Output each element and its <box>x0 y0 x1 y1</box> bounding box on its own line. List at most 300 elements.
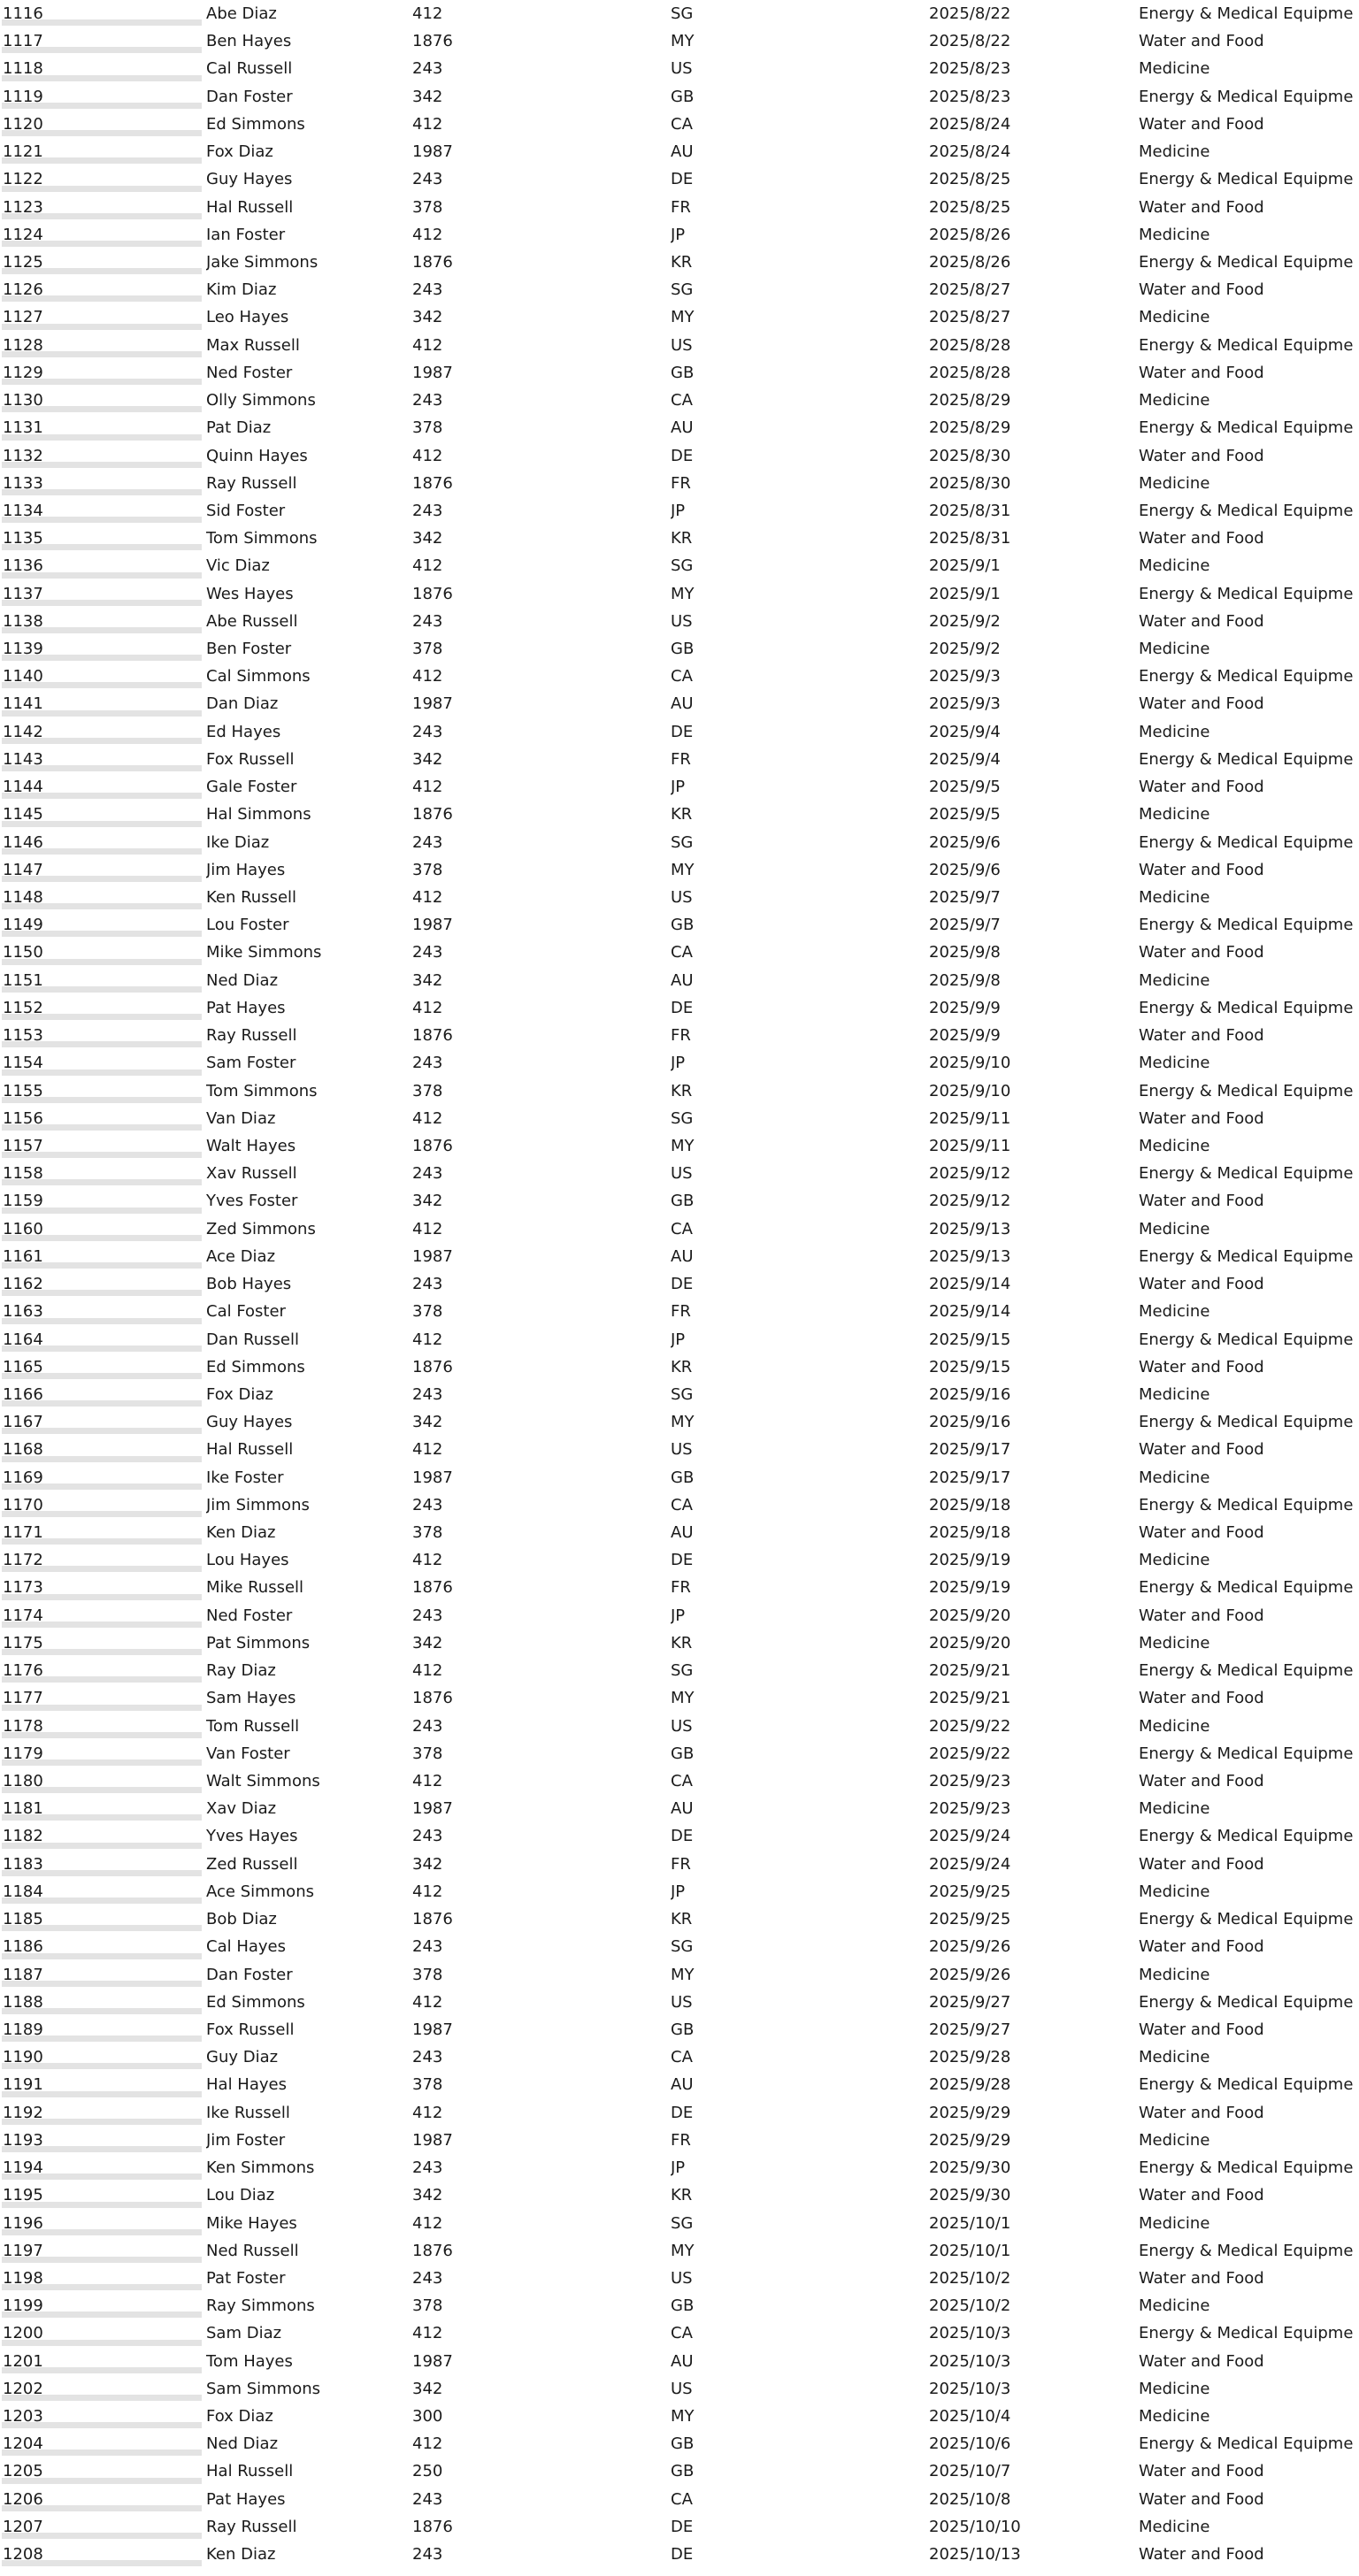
cell-name[interactable]: Gale Foster <box>206 778 297 797</box>
cell-name[interactable]: Lou Diaz <box>206 2186 275 2205</box>
cell-name[interactable]: Kim Diaz <box>206 280 277 300</box>
cell-category[interactable]: Water and Food <box>1139 1192 1264 1211</box>
cell-quantity[interactable]: 378 <box>412 2296 443 2316</box>
cell-name[interactable]: Fox Diaz <box>206 2407 273 2426</box>
cell-name[interactable]: Abe Russell <box>206 611 298 631</box>
cell-country-code[interactable]: SG <box>671 1661 694 1681</box>
cell-country-code[interactable]: US <box>671 2379 693 2398</box>
cell-id[interactable]: 1133 <box>3 473 43 493</box>
cell-category[interactable]: Medicine <box>1139 1551 1210 1570</box>
cell-name[interactable]: Vic Diaz <box>206 556 270 576</box>
cell-quantity[interactable]: 412 <box>412 2434 443 2454</box>
cell-quantity[interactable]: 243 <box>412 280 443 300</box>
cell-name[interactable]: Hal Hayes <box>206 2075 287 2095</box>
cell-date[interactable]: 2025/8/30 <box>929 473 1011 493</box>
cell-quantity[interactable]: 243 <box>412 2048 443 2067</box>
cell-date[interactable]: 2025/8/31 <box>929 501 1011 520</box>
cell-date[interactable]: 2025/9/9 <box>929 1026 1001 1046</box>
cell-category[interactable]: Energy & Medical Equipme <box>1139 252 1354 272</box>
cell-quantity[interactable]: 243 <box>412 1716 443 1736</box>
cell-date[interactable]: 2025/9/21 <box>929 1689 1011 1708</box>
cell-country-code[interactable]: DE <box>671 1827 694 1846</box>
cell-category[interactable]: Medicine <box>1139 142 1210 162</box>
cell-id[interactable]: 1166 <box>3 1384 43 1404</box>
cell-quantity[interactable]: 1876 <box>412 584 453 603</box>
cell-id[interactable]: 1176 <box>3 1661 43 1681</box>
cell-date[interactable]: 2025/9/20 <box>929 1606 1011 1625</box>
cell-id[interactable]: 1189 <box>3 2020 43 2039</box>
cell-id[interactable]: 1126 <box>3 280 43 300</box>
cell-category[interactable]: Water and Food <box>1139 1357 1264 1376</box>
cell-quantity[interactable]: 1876 <box>412 2517 453 2536</box>
cell-quantity[interactable]: 378 <box>412 1302 443 1322</box>
cell-quantity[interactable]: 412 <box>412 1440 443 1460</box>
cell-country-code[interactable]: JP <box>671 1606 686 1625</box>
cell-category[interactable]: Medicine <box>1139 888 1210 907</box>
cell-id[interactable]: 1168 <box>3 1440 43 1460</box>
cell-quantity[interactable]: 412 <box>412 446 443 465</box>
cell-category[interactable]: Water and Food <box>1139 446 1264 465</box>
cell-quantity[interactable]: 1876 <box>412 32 453 51</box>
cell-country-code[interactable]: FR <box>671 1578 691 1598</box>
cell-date[interactable]: 2025/8/23 <box>929 87 1011 106</box>
cell-id[interactable]: 1198 <box>3 2268 43 2288</box>
cell-id[interactable]: 1120 <box>3 114 43 134</box>
cell-category[interactable]: Energy & Medical Equipme <box>1139 2434 1354 2454</box>
cell-name[interactable]: Ian Foster <box>206 225 286 244</box>
cell-quantity[interactable]: 378 <box>412 197 443 217</box>
cell-category[interactable]: Medicine <box>1139 473 1210 493</box>
cell-category[interactable]: Medicine <box>1139 556 1210 576</box>
cell-category[interactable]: Medicine <box>1139 1302 1210 1322</box>
cell-date[interactable]: 2025/9/12 <box>929 1192 1011 1211</box>
cell-category[interactable]: Water and Food <box>1139 1772 1264 1790</box>
cell-date[interactable]: 2025/9/30 <box>929 2186 1011 2205</box>
cell-name[interactable]: Fox Diaz <box>206 1384 273 1404</box>
cell-quantity[interactable]: 378 <box>412 1965 443 1984</box>
cell-name[interactable]: Fox Russell <box>206 2020 295 2039</box>
cell-name[interactable]: Dan Foster <box>206 1965 293 1984</box>
cell-name[interactable]: Guy Diaz <box>206 2048 279 2067</box>
cell-date[interactable]: 2025/8/27 <box>929 308 1011 327</box>
cell-country-code[interactable]: FR <box>671 1302 691 1322</box>
cell-id[interactable]: 1158 <box>3 1164 43 1184</box>
cell-name[interactable]: Quinn Hayes <box>206 446 308 465</box>
cell-name[interactable]: Mike Russell <box>206 1578 304 1598</box>
cell-date[interactable]: 2025/8/22 <box>929 4 1011 23</box>
cell-id[interactable]: 1200 <box>3 2324 43 2343</box>
cell-id[interactable]: 1199 <box>3 2296 43 2316</box>
cell-country-code[interactable]: KR <box>671 1633 693 1652</box>
cell-country-code[interactable]: US <box>671 1440 693 1460</box>
cell-category[interactable]: Medicine <box>1139 1136 1210 1155</box>
cell-quantity[interactable]: 1876 <box>412 252 453 272</box>
cell-quantity[interactable]: 243 <box>412 1606 443 1625</box>
cell-quantity[interactable]: 412 <box>412 1772 443 1790</box>
cell-category[interactable]: Energy & Medical Equipme <box>1139 749 1354 769</box>
cell-category[interactable]: Medicine <box>1139 970 1210 990</box>
cell-name[interactable]: Bob Hayes <box>206 1275 292 1294</box>
cell-quantity[interactable]: 412 <box>412 4 443 23</box>
cell-date[interactable]: 2025/9/20 <box>929 1633 1011 1652</box>
cell-category[interactable]: Water and Food <box>1139 197 1264 217</box>
cell-country-code[interactable]: DE <box>671 2517 694 2536</box>
cell-category[interactable]: Energy & Medical Equipme <box>1139 1330 1354 1349</box>
cell-country-code[interactable]: US <box>671 1716 693 1736</box>
cell-country-code[interactable]: CA <box>671 1772 693 1790</box>
cell-date[interactable]: 2025/9/16 <box>929 1384 1011 1404</box>
cell-date[interactable]: 2025/9/19 <box>929 1551 1011 1570</box>
cell-quantity[interactable]: 378 <box>412 1081 443 1100</box>
cell-date[interactable]: 2025/10/3 <box>929 2351 1011 2371</box>
cell-category[interactable]: Energy & Medical Equipme <box>1139 418 1354 438</box>
cell-quantity[interactable]: 342 <box>412 749 443 769</box>
cell-quantity[interactable]: 243 <box>412 1054 443 1073</box>
cell-name[interactable]: Van Foster <box>206 1744 290 1763</box>
cell-id[interactable]: 1182 <box>3 1827 43 1846</box>
cell-quantity[interactable]: 342 <box>412 2379 443 2398</box>
cell-name[interactable]: Sam Hayes <box>206 1689 296 1708</box>
cell-id[interactable]: 1132 <box>3 446 43 465</box>
cell-category[interactable]: Energy & Medical Equipme <box>1139 1661 1354 1681</box>
cell-category[interactable]: Water and Food <box>1139 1026 1264 1046</box>
cell-country-code[interactable]: AU <box>671 694 694 714</box>
cell-quantity[interactable]: 243 <box>412 2268 443 2288</box>
cell-name[interactable]: Mike Simmons <box>206 943 322 962</box>
cell-quantity[interactable]: 1876 <box>412 805 453 824</box>
cell-category[interactable]: Energy & Medical Equipme <box>1139 998 1354 1017</box>
cell-id[interactable]: 1137 <box>3 584 43 603</box>
cell-category[interactable]: Water and Food <box>1139 1689 1264 1708</box>
cell-name[interactable]: Ray Russell <box>206 1026 297 1046</box>
cell-date[interactable]: 2025/10/10 <box>929 2517 1021 2536</box>
cell-id[interactable]: 1196 <box>3 2213 43 2233</box>
cell-category[interactable]: Medicine <box>1139 2296 1210 2316</box>
cell-country-code[interactable]: FR <box>671 1026 691 1046</box>
cell-date[interactable]: 2025/8/29 <box>929 418 1011 438</box>
cell-category[interactable]: Medicine <box>1139 640 1210 659</box>
cell-country-code[interactable]: DE <box>671 1551 694 1570</box>
cell-id[interactable]: 1206 <box>3 2489 43 2509</box>
cell-country-code[interactable]: SG <box>671 1384 694 1404</box>
cell-category[interactable]: Energy & Medical Equipme <box>1139 1246 1354 1266</box>
cell-quantity[interactable]: 1876 <box>412 1689 453 1708</box>
cell-category[interactable]: Energy & Medical Equipme <box>1139 1164 1354 1184</box>
cell-name[interactable]: Sam Simmons <box>206 2379 321 2398</box>
cell-country-code[interactable]: FR <box>671 749 691 769</box>
cell-id[interactable]: 1156 <box>3 1108 43 1128</box>
cell-country-code[interactable]: GB <box>671 2462 695 2481</box>
cell-category[interactable]: Energy & Medical Equipme <box>1139 1495 1354 1514</box>
cell-category[interactable]: Medicine <box>1139 1633 1210 1652</box>
cell-category[interactable]: Water and Food <box>1139 1275 1264 1294</box>
cell-id[interactable]: 1141 <box>3 694 43 714</box>
cell-country-code[interactable]: AU <box>671 1246 694 1266</box>
cell-id[interactable]: 1185 <box>3 1910 43 1929</box>
cell-id[interactable]: 1191 <box>3 2075 43 2095</box>
cell-date[interactable]: 2025/9/6 <box>929 832 1001 852</box>
cell-country-code[interactable]: DE <box>671 998 694 1017</box>
cell-category[interactable]: Medicine <box>1139 722 1210 741</box>
cell-id[interactable]: 1117 <box>3 32 43 51</box>
cell-quantity[interactable]: 412 <box>412 1882 443 1901</box>
cell-name[interactable]: Ken Simmons <box>206 2158 315 2178</box>
cell-country-code[interactable]: DE <box>671 2103 694 2122</box>
cell-country-code[interactable]: KR <box>671 1081 693 1100</box>
cell-name[interactable]: Fox Diaz <box>206 142 273 162</box>
cell-category[interactable]: Energy & Medical Equipme <box>1139 584 1354 603</box>
cell-quantity[interactable]: 342 <box>412 308 443 327</box>
cell-quantity[interactable]: 1987 <box>412 363 453 382</box>
cell-category[interactable]: Water and Food <box>1139 1937 1264 1957</box>
cell-country-code[interactable]: GB <box>671 640 695 659</box>
cell-country-code[interactable]: GB <box>671 2434 695 2454</box>
cell-id[interactable]: 1153 <box>3 1026 43 1046</box>
cell-quantity[interactable]: 1876 <box>412 1357 453 1376</box>
cell-id[interactable]: 1157 <box>3 1136 43 1155</box>
cell-country-code[interactable]: US <box>671 59 693 79</box>
cell-country-code[interactable]: SG <box>671 1937 694 1957</box>
cell-category[interactable]: Medicine <box>1139 2407 1210 2426</box>
cell-country-code[interactable]: JP <box>671 501 686 520</box>
cell-quantity[interactable]: 243 <box>412 1495 443 1514</box>
cell-name[interactable]: Cal Russell <box>206 59 293 79</box>
cell-name[interactable]: Pat Hayes <box>206 998 286 1017</box>
cell-name[interactable]: Pat Hayes <box>206 2489 286 2509</box>
cell-category[interactable]: Water and Food <box>1139 529 1264 548</box>
cell-date[interactable]: 2025/8/29 <box>929 391 1011 410</box>
cell-id[interactable]: 1194 <box>3 2158 43 2178</box>
cell-quantity[interactable]: 243 <box>412 2489 443 2509</box>
cell-name[interactable]: Jim Simmons <box>206 1495 310 1514</box>
cell-date[interactable]: 2025/9/24 <box>929 1827 1011 1846</box>
cell-name[interactable]: Tom Simmons <box>206 1081 318 1100</box>
cell-name[interactable]: Hal Simmons <box>206 805 311 824</box>
cell-quantity[interactable]: 378 <box>412 2075 443 2095</box>
cell-id[interactable]: 1174 <box>3 1606 43 1625</box>
cell-id[interactable]: 1145 <box>3 805 43 824</box>
cell-category[interactable]: Energy & Medical Equipme <box>1139 4 1354 23</box>
cell-quantity[interactable]: 1876 <box>412 1026 453 1046</box>
cell-country-code[interactable]: GB <box>671 1744 695 1763</box>
cell-name[interactable]: Van Diaz <box>206 1108 276 1128</box>
cell-date[interactable]: 2025/10/1 <box>929 2213 1011 2233</box>
cell-quantity[interactable]: 243 <box>412 1164 443 1184</box>
cell-name[interactable]: Tom Hayes <box>206 2351 293 2371</box>
cell-category[interactable]: Water and Food <box>1139 2020 1264 2039</box>
cell-date[interactable]: 2025/8/31 <box>929 529 1011 548</box>
cell-country-code[interactable]: JP <box>671 1330 686 1349</box>
cell-name[interactable]: Yves Foster <box>206 1192 298 1211</box>
cell-country-code[interactable]: SG <box>671 280 694 300</box>
cell-category[interactable]: Water and Food <box>1139 2545 1264 2564</box>
cell-id[interactable]: 1150 <box>3 943 43 962</box>
cell-date[interactable]: 2025/9/28 <box>929 2075 1011 2095</box>
cell-quantity[interactable]: 342 <box>412 1633 443 1652</box>
cell-date[interactable]: 2025/10/2 <box>929 2296 1011 2316</box>
cell-country-code[interactable]: US <box>671 1992 693 2012</box>
cell-quantity[interactable]: 412 <box>412 2213 443 2233</box>
cell-id[interactable]: 1170 <box>3 1495 43 1514</box>
cell-date[interactable]: 2025/8/26 <box>929 225 1011 244</box>
cell-id[interactable]: 1205 <box>3 2462 43 2481</box>
cell-id[interactable]: 1130 <box>3 391 43 410</box>
cell-country-code[interactable]: DE <box>671 722 694 741</box>
cell-category[interactable]: Water and Food <box>1139 860 1264 879</box>
cell-category[interactable]: Energy & Medical Equipme <box>1139 2075 1354 2095</box>
cell-date[interactable]: 2025/9/13 <box>929 1246 1011 1266</box>
cell-date[interactable]: 2025/9/8 <box>929 943 1001 962</box>
cell-date[interactable]: 2025/10/6 <box>929 2434 1011 2454</box>
cell-id[interactable]: 1159 <box>3 1192 43 1211</box>
cell-country-code[interactable]: AU <box>671 418 694 438</box>
cell-category[interactable]: Medicine <box>1139 59 1210 79</box>
cell-name[interactable]: Guy Hayes <box>206 170 293 189</box>
cell-country-code[interactable]: SG <box>671 4 694 23</box>
cell-date[interactable]: 2025/9/1 <box>929 584 1001 603</box>
cell-name[interactable]: Mike Hayes <box>206 2213 297 2233</box>
cell-quantity[interactable]: 1987 <box>412 2020 453 2039</box>
cell-quantity[interactable]: 412 <box>412 998 443 1017</box>
cell-name[interactable]: Jim Hayes <box>206 860 286 879</box>
cell-id[interactable]: 1195 <box>3 2186 43 2205</box>
cell-category[interactable]: Water and Food <box>1139 2103 1264 2122</box>
cell-category[interactable]: Energy & Medical Equipme <box>1139 87 1354 106</box>
cell-name[interactable]: Ned Diaz <box>206 2434 279 2454</box>
cell-country-code[interactable]: FR <box>671 197 691 217</box>
cell-quantity[interactable]: 342 <box>412 529 443 548</box>
cell-date[interactable]: 2025/9/6 <box>929 860 1001 879</box>
cell-id[interactable]: 1142 <box>3 722 43 741</box>
cell-quantity[interactable]: 378 <box>412 640 443 659</box>
cell-name[interactable]: Hal Russell <box>206 2462 294 2481</box>
cell-date[interactable]: 2025/9/15 <box>929 1330 1011 1349</box>
cell-name[interactable]: Sid Foster <box>206 501 286 520</box>
cell-name[interactable]: Hal Russell <box>206 197 294 217</box>
cell-id[interactable]: 1179 <box>3 1744 43 1763</box>
cell-id[interactable]: 1139 <box>3 640 43 659</box>
cell-id[interactable]: 1122 <box>3 170 43 189</box>
cell-quantity[interactable]: 243 <box>412 1275 443 1294</box>
cell-category[interactable]: Water and Food <box>1139 943 1264 962</box>
cell-name[interactable]: Ben Hayes <box>206 32 292 51</box>
cell-date[interactable]: 2025/9/16 <box>929 1413 1011 1432</box>
cell-country-code[interactable]: SG <box>671 832 694 852</box>
cell-country-code[interactable]: GB <box>671 916 695 935</box>
cell-category[interactable]: Water and Food <box>1139 2351 1264 2371</box>
cell-date[interactable]: 2025/9/30 <box>929 2158 1011 2178</box>
cell-quantity[interactable]: 412 <box>412 1551 443 1570</box>
cell-country-code[interactable]: AU <box>671 142 694 162</box>
cell-id[interactable]: 1193 <box>3 2130 43 2150</box>
cell-date[interactable]: 2025/8/30 <box>929 446 1011 465</box>
cell-country-code[interactable]: GB <box>671 87 695 106</box>
cell-name[interactable]: Xav Russell <box>206 1164 297 1184</box>
cell-category[interactable]: Medicine <box>1139 2130 1210 2150</box>
cell-category[interactable]: Medicine <box>1139 1716 1210 1736</box>
cell-name[interactable]: Max Russell <box>206 335 300 355</box>
cell-quantity[interactable]: 412 <box>412 888 443 907</box>
cell-date[interactable]: 2025/9/27 <box>929 2020 1011 2039</box>
cell-name[interactable]: Wes Hayes <box>206 584 294 603</box>
cell-name[interactable]: Yves Hayes <box>206 1827 298 1846</box>
cell-name[interactable]: Dan Diaz <box>206 694 279 714</box>
cell-country-code[interactable]: GB <box>671 1468 695 1487</box>
cell-quantity[interactable]: 243 <box>412 1384 443 1404</box>
cell-category[interactable]: Water and Food <box>1139 32 1264 51</box>
cell-date[interactable]: 2025/9/2 <box>929 640 1001 659</box>
cell-country-code[interactable]: MY <box>671 2407 695 2426</box>
cell-quantity[interactable]: 412 <box>412 2324 443 2343</box>
cell-name[interactable]: Lou Foster <box>206 916 289 935</box>
cell-category[interactable]: Water and Food <box>1139 2489 1264 2509</box>
cell-quantity[interactable]: 378 <box>412 1744 443 1763</box>
cell-country-code[interactable]: GB <box>671 363 695 382</box>
cell-category[interactable]: Energy & Medical Equipme <box>1139 1744 1354 1763</box>
cell-id[interactable]: 1119 <box>3 87 43 106</box>
cell-id[interactable]: 1177 <box>3 1689 43 1708</box>
cell-date[interactable]: 2025/9/7 <box>929 888 1001 907</box>
cell-id[interactable]: 1169 <box>3 1468 43 1487</box>
cell-id[interactable]: 1121 <box>3 142 43 162</box>
cell-country-code[interactable]: US <box>671 888 693 907</box>
cell-quantity[interactable]: 243 <box>412 59 443 79</box>
cell-category[interactable]: Energy & Medical Equipme <box>1139 1992 1354 2012</box>
cell-date[interactable]: 2025/9/17 <box>929 1440 1011 1460</box>
cell-id[interactable]: 1144 <box>3 778 43 797</box>
cell-name[interactable]: Ned Diaz <box>206 970 279 990</box>
cell-country-code[interactable]: FR <box>671 1854 691 1874</box>
cell-country-code[interactable]: AU <box>671 2075 694 2095</box>
cell-id[interactable]: 1180 <box>3 1772 43 1790</box>
cell-date[interactable]: 2025/8/25 <box>929 170 1011 189</box>
cell-category[interactable]: Energy & Medical Equipme <box>1139 1578 1354 1598</box>
cell-quantity[interactable]: 1987 <box>412 2351 453 2371</box>
cell-date[interactable]: 2025/9/12 <box>929 1164 1011 1184</box>
cell-name[interactable]: Ed Hayes <box>206 722 281 741</box>
cell-quantity[interactable]: 412 <box>412 2103 443 2122</box>
cell-date[interactable]: 2025/8/24 <box>929 114 1011 134</box>
cell-name[interactable]: Jim Foster <box>206 2130 286 2150</box>
cell-name[interactable]: Ned Russell <box>206 2241 299 2260</box>
cell-date[interactable]: 2025/9/25 <box>929 1882 1011 1901</box>
cell-id[interactable]: 1160 <box>3 1219 43 1238</box>
cell-date[interactable]: 2025/9/24 <box>929 1854 1011 1874</box>
cell-date[interactable]: 2025/8/22 <box>929 32 1011 51</box>
cell-date[interactable]: 2025/9/18 <box>929 1523 1011 1543</box>
cell-id[interactable]: 1134 <box>3 501 43 520</box>
cell-quantity[interactable]: 342 <box>412 1192 443 1211</box>
cell-date[interactable]: 2025/10/7 <box>929 2462 1011 2481</box>
cell-quantity[interactable]: 412 <box>412 114 443 134</box>
cell-name[interactable]: Sam Diaz <box>206 2324 282 2343</box>
cell-category[interactable]: Medicine <box>1139 225 1210 244</box>
cell-id[interactable]: 1162 <box>3 1275 43 1294</box>
cell-category[interactable]: Water and Food <box>1139 114 1264 134</box>
cell-category[interactable]: Water and Food <box>1139 1523 1264 1543</box>
cell-date[interactable]: 2025/9/5 <box>929 778 1001 797</box>
cell-country-code[interactable]: SG <box>671 1108 694 1128</box>
cell-category[interactable]: Water and Food <box>1139 1606 1264 1625</box>
cell-name[interactable]: Walt Hayes <box>206 1136 296 1155</box>
cell-category[interactable]: Energy & Medical Equipme <box>1139 2158 1354 2178</box>
cell-name[interactable]: Sam Foster <box>206 1054 296 1073</box>
cell-name[interactable]: Bob Diaz <box>206 1910 277 1929</box>
cell-date[interactable]: 2025/10/8 <box>929 2489 1011 2509</box>
cell-quantity[interactable]: 300 <box>412 2407 443 2426</box>
cell-id[interactable]: 1173 <box>3 1578 43 1598</box>
cell-quantity[interactable]: 412 <box>412 225 443 244</box>
